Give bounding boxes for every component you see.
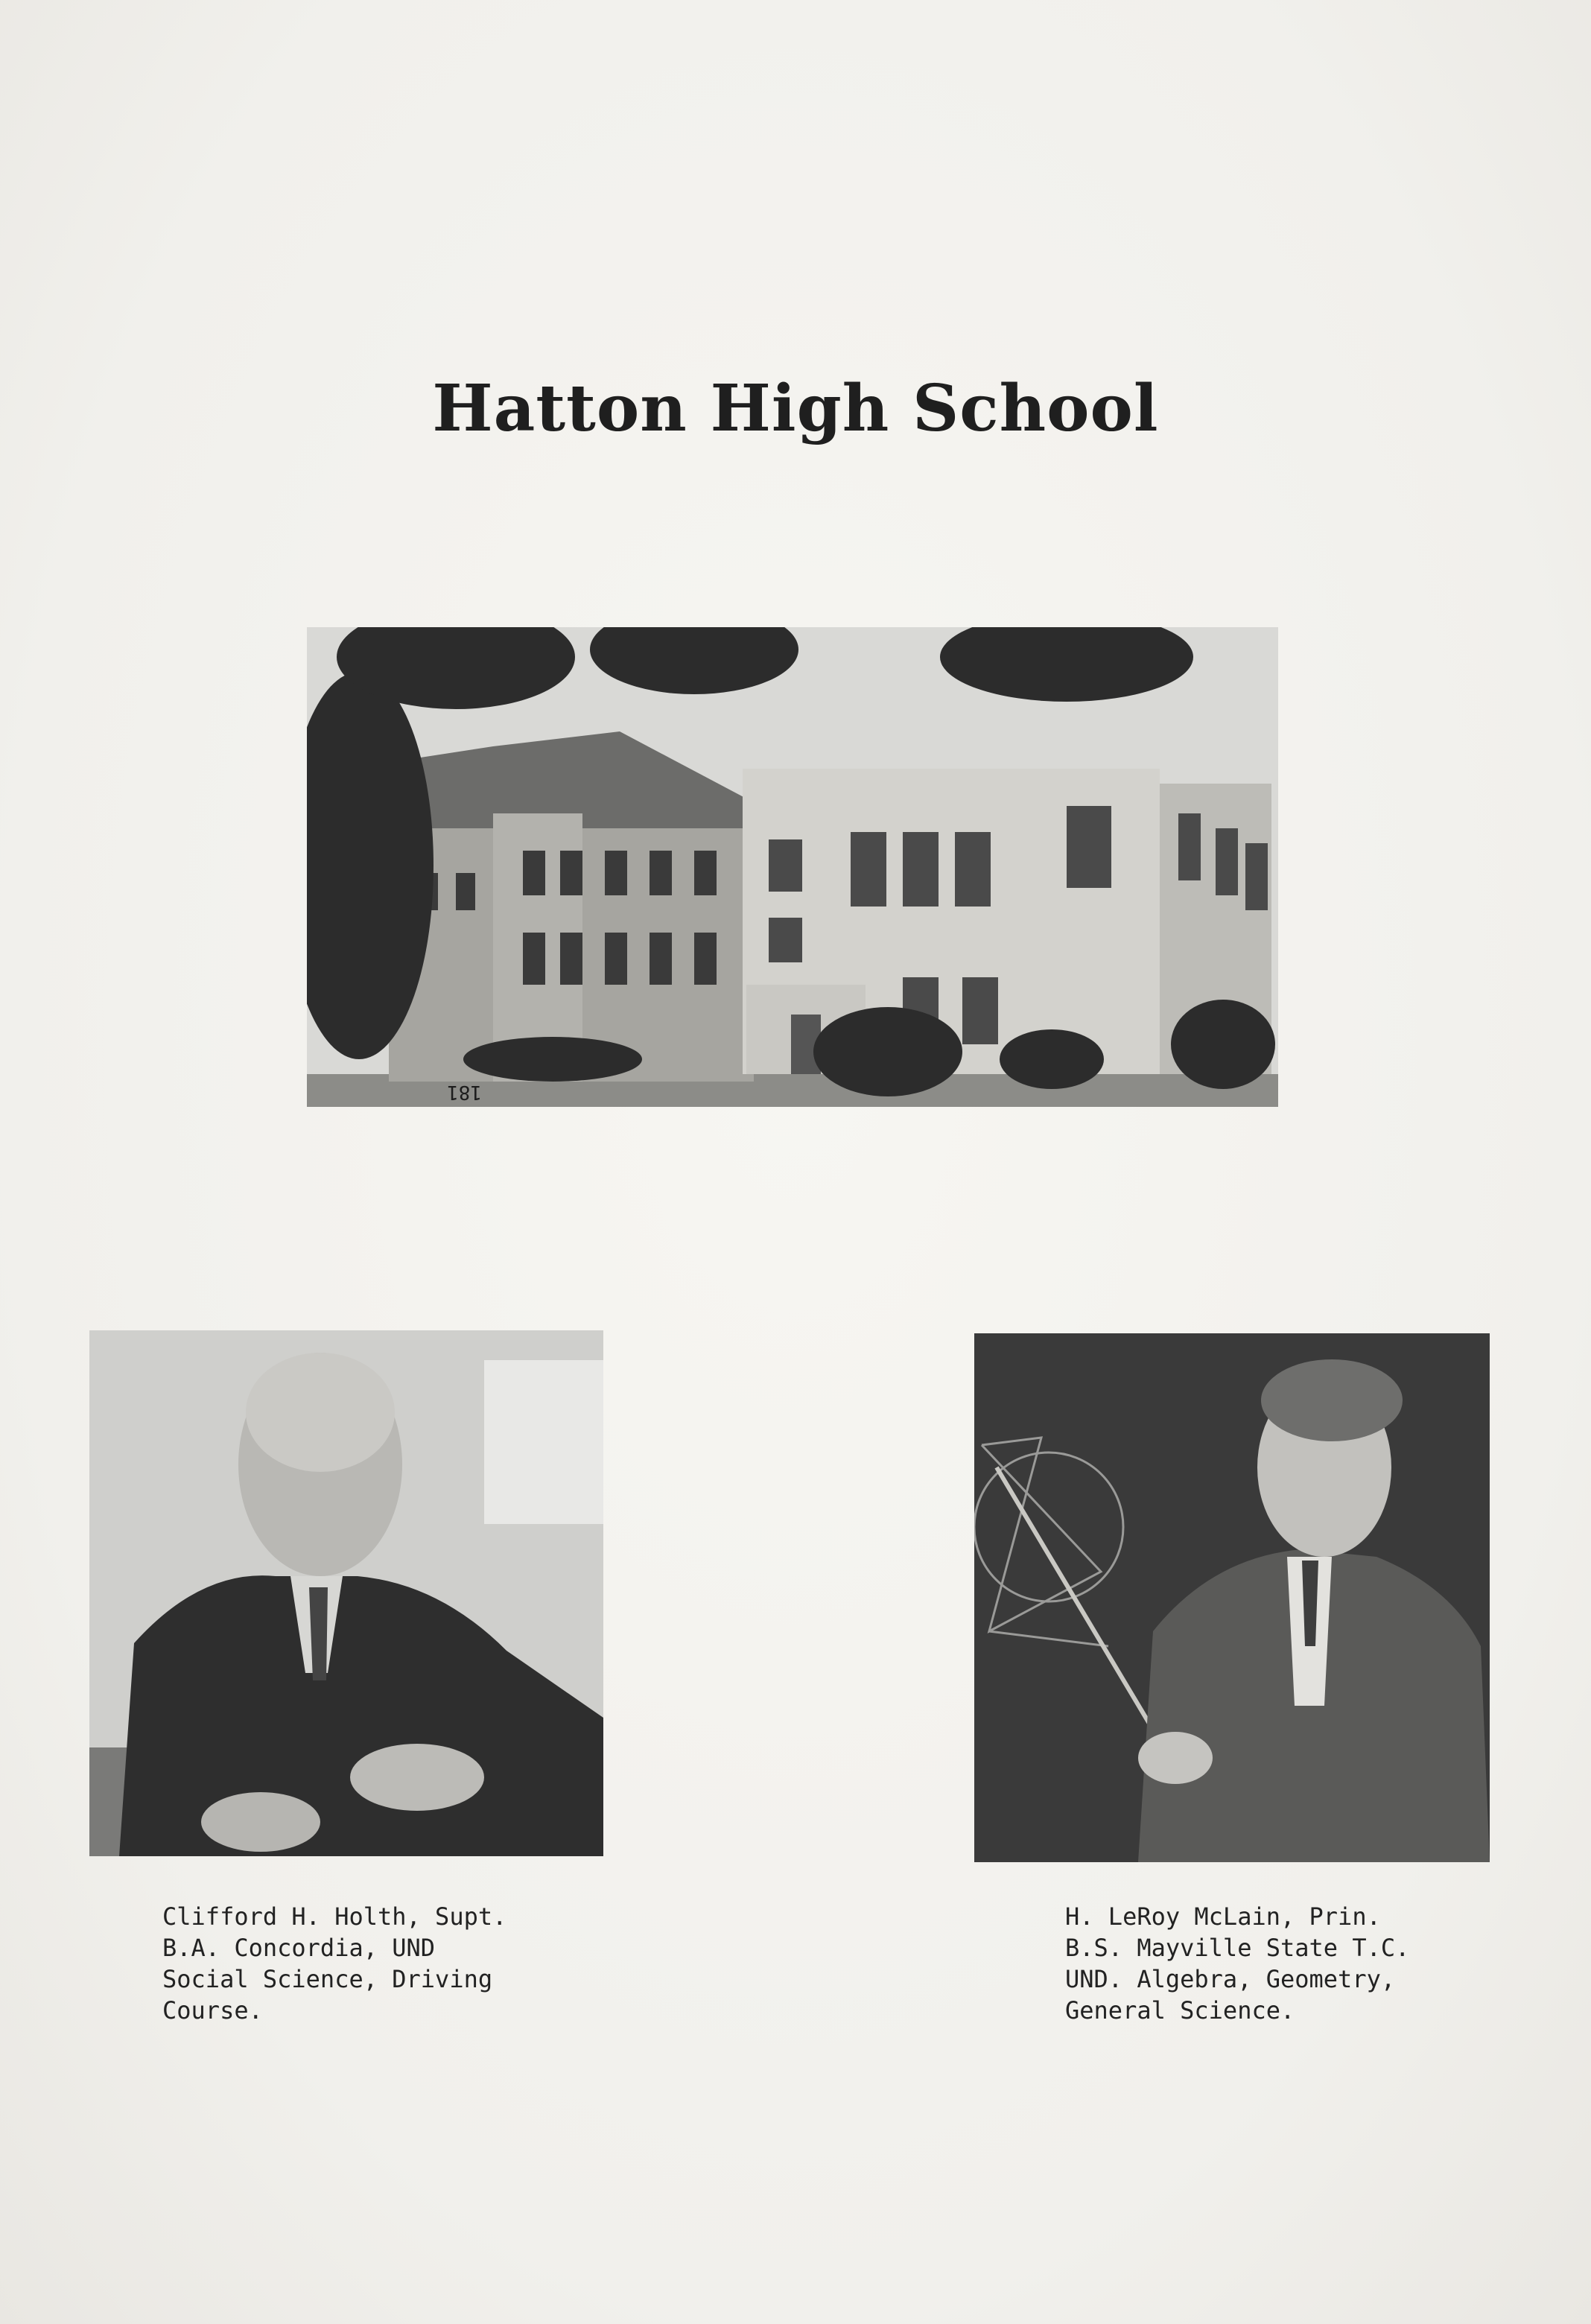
caption-line: B.A. Concordia, UND — [162, 1934, 436, 1962]
caption-line: H. LeRoy McLain, Prin. — [1065, 1902, 1381, 1931]
caption-line: B.S. Mayville State T.C. — [1065, 1934, 1410, 1962]
superintendent-illustration — [89, 1330, 603, 1856]
caption-line: Clifford H. Holth, Supt. — [162, 1902, 507, 1931]
principal-caption — [1065, 1901, 1409, 2026]
principal-illustration — [974, 1333, 1490, 1862]
principal-photo — [974, 1333, 1490, 1862]
caption-line: Social Science, Driving — [162, 1965, 493, 1993]
handwritten-photo-mark: 181 — [447, 1081, 482, 1103]
caption-line: General Science. — [1065, 1996, 1295, 2025]
superintendent-caption — [162, 1901, 506, 2026]
caption-line: Course. — [162, 1996, 263, 2025]
school-building-photo — [307, 627, 1278, 1107]
page-title: Hatton High School — [432, 371, 1159, 446]
superintendent-photo — [89, 1330, 603, 1856]
school-building-illustration — [307, 627, 1278, 1107]
caption-line: UND. Algebra, Geometry, — [1065, 1965, 1396, 1993]
